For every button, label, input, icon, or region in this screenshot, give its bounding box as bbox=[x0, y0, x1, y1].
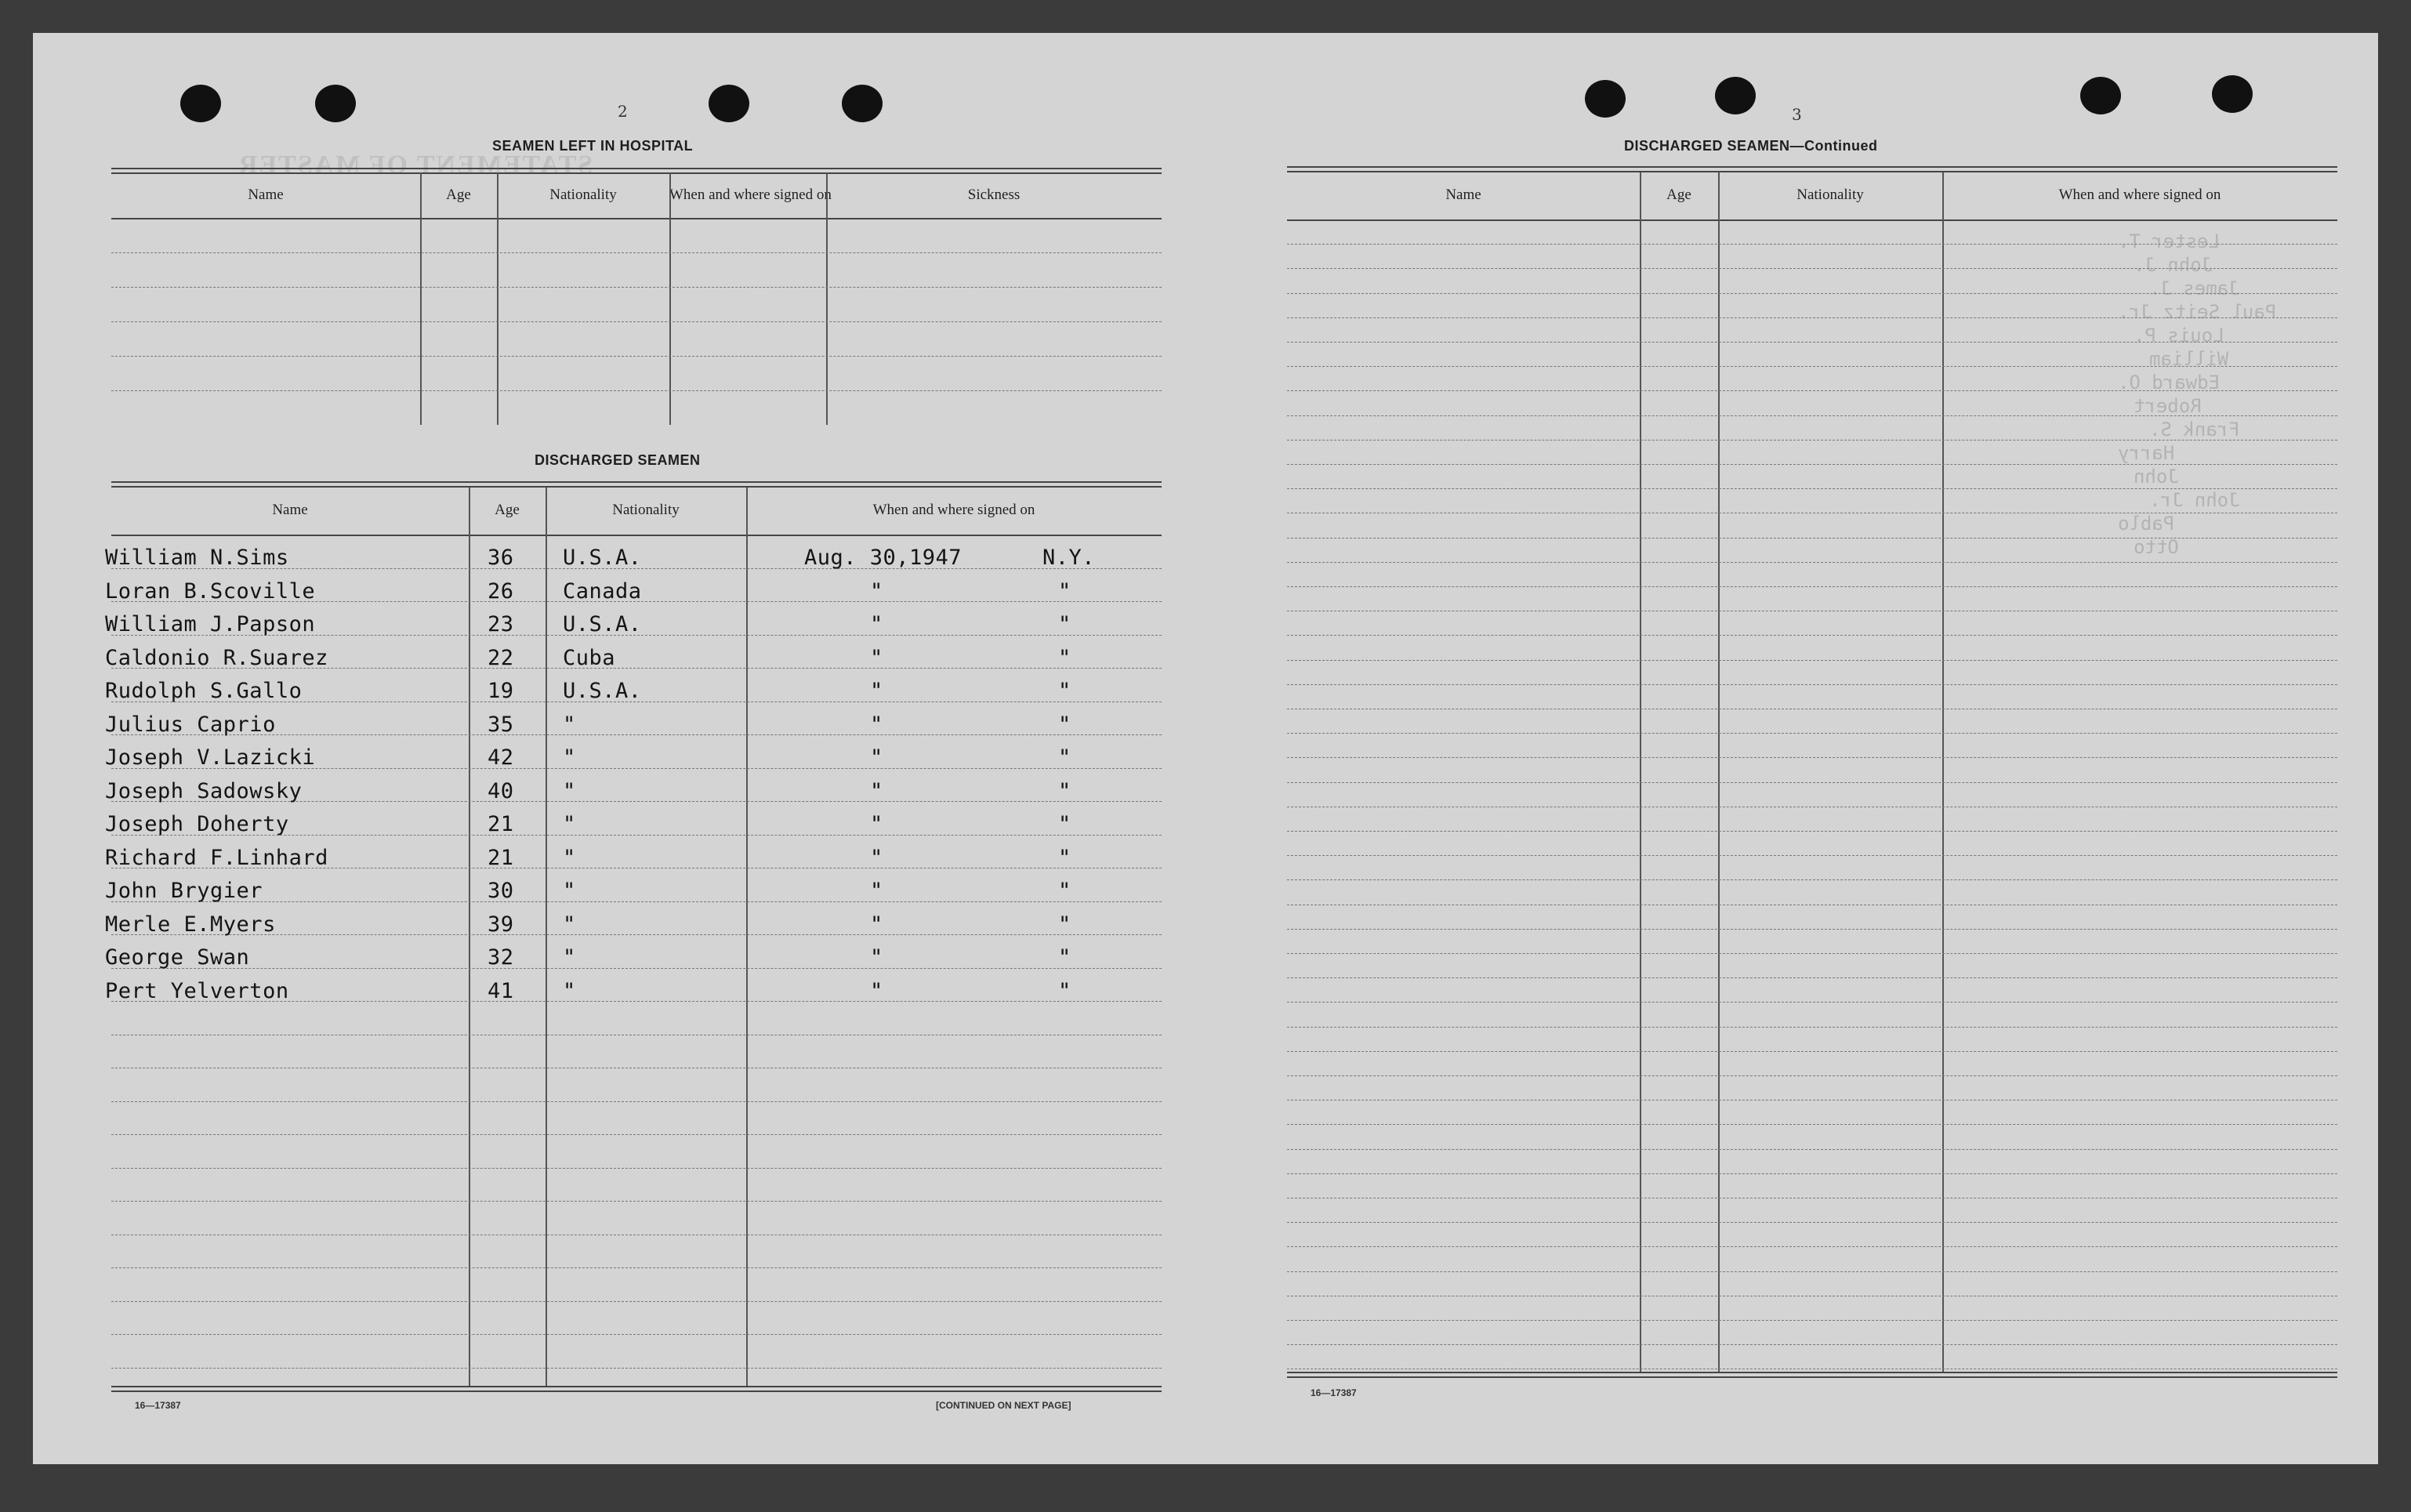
signed-on-date: " bbox=[870, 778, 883, 803]
row-rule bbox=[1287, 782, 2337, 783]
signed-on-date: " bbox=[870, 645, 883, 670]
signed-on-date: " bbox=[870, 912, 883, 937]
signed-on-date: Aug. 30,1947 bbox=[804, 546, 963, 570]
bleed-through-title: STATEMENT OF MASTER bbox=[237, 150, 593, 179]
punch-hole bbox=[2080, 77, 2121, 114]
bleed-through-line: John Jr. bbox=[2149, 489, 2240, 511]
signed-on-place: " bbox=[1058, 978, 1071, 1003]
seaman-name: Joseph Doherty bbox=[105, 812, 289, 836]
bleed-through-line: John J. bbox=[2134, 254, 2213, 276]
row-rule bbox=[1287, 1344, 2337, 1345]
column-header-nationality: Nationality bbox=[612, 502, 680, 518]
row-rule bbox=[1287, 440, 2337, 441]
punch-hole bbox=[315, 85, 356, 122]
seaman-age: 23 bbox=[488, 612, 514, 636]
punch-hole bbox=[709, 85, 749, 122]
seaman-nationality: " bbox=[563, 812, 576, 836]
bleed-through-line: Frank S. bbox=[2149, 419, 2240, 441]
continued-section-title: DISCHARGED SEAMEN—Continued bbox=[1624, 138, 1878, 154]
column-divider bbox=[497, 172, 499, 425]
column-divider bbox=[420, 172, 422, 425]
seaman-age: 39 bbox=[488, 912, 514, 937]
column-header-nationality: Nationality bbox=[549, 187, 617, 203]
seaman-name: Joseph Sadowsky bbox=[105, 778, 303, 803]
signed-on-place: " bbox=[1058, 945, 1071, 970]
seaman-age: 22 bbox=[488, 645, 514, 670]
punch-hole bbox=[1715, 77, 1756, 114]
seaman-nationality: " bbox=[563, 912, 576, 937]
row-rule bbox=[111, 1134, 1162, 1135]
row-rule bbox=[1287, 660, 2337, 661]
column-header-sickness: Sickness bbox=[967, 187, 1021, 203]
seaman-age: 42 bbox=[488, 745, 514, 770]
signed-on-date: " bbox=[870, 978, 883, 1003]
column-header-name: Name bbox=[1445, 187, 1481, 203]
column-header-when-and-where-signed-on: When and where signed on bbox=[669, 187, 832, 203]
column-header-name: Name bbox=[272, 502, 308, 518]
seaman-nationality: " bbox=[563, 845, 576, 870]
row-rule bbox=[111, 356, 1162, 357]
column-divider bbox=[469, 488, 470, 1386]
signed-on-date: " bbox=[870, 945, 883, 970]
seaman-name: William N.Sims bbox=[105, 546, 289, 570]
row-rule bbox=[1287, 586, 2337, 587]
signed-on-place: " bbox=[1058, 612, 1071, 636]
seaman-age: 21 bbox=[488, 845, 514, 870]
column-header-nationality: Nationality bbox=[1796, 187, 1864, 203]
continued-note: [CONTINUED ON NEXT PAGE] bbox=[936, 1400, 1071, 1411]
row-rule bbox=[111, 1168, 1162, 1169]
column-divider bbox=[669, 172, 671, 425]
seaman-age: 35 bbox=[488, 712, 514, 737]
seaman-name: Rudolph S.Gallo bbox=[105, 679, 303, 703]
column-header-age: Age bbox=[1666, 187, 1691, 203]
punch-hole bbox=[842, 85, 883, 122]
row-rule bbox=[1287, 390, 2337, 391]
seaman-age: 30 bbox=[488, 879, 514, 903]
seaman-nationality: Cuba bbox=[563, 645, 616, 670]
seaman-name: William J.Papson bbox=[105, 612, 316, 636]
seaman-nationality: " bbox=[563, 712, 576, 737]
row-rule bbox=[1287, 464, 2337, 465]
seaman-age: 32 bbox=[488, 945, 514, 970]
column-header-age: Age bbox=[446, 187, 471, 203]
row-rule bbox=[111, 287, 1162, 288]
row-rule bbox=[1287, 1271, 2337, 1272]
row-rule bbox=[111, 968, 1162, 969]
bleed-through-line: Pablo bbox=[2118, 513, 2175, 535]
seaman-nationality: " bbox=[563, 778, 576, 803]
bleed-through-line: Lester T. bbox=[2118, 230, 2221, 252]
signed-on-date: " bbox=[870, 812, 883, 836]
seaman-nationality: U.S.A. bbox=[563, 612, 642, 636]
signed-on-date: " bbox=[870, 712, 883, 737]
signed-on-place: " bbox=[1058, 879, 1071, 903]
punch-hole bbox=[180, 85, 221, 122]
row-rule bbox=[111, 1368, 1162, 1369]
column-divider bbox=[826, 172, 828, 425]
seaman-name: John Brygier bbox=[105, 879, 263, 903]
seaman-nationality: " bbox=[563, 745, 576, 770]
row-rule bbox=[1287, 1246, 2337, 1247]
row-rule bbox=[1287, 268, 2337, 269]
signed-on-place: " bbox=[1058, 812, 1071, 836]
bleed-through-line: Harry bbox=[2118, 442, 2175, 464]
document-sheet bbox=[33, 33, 2378, 1464]
bleed-through-line: Otto bbox=[2134, 536, 2179, 558]
punch-hole bbox=[2212, 75, 2253, 113]
page-number-right: 3 bbox=[1792, 105, 1802, 124]
row-rule bbox=[1287, 366, 2337, 367]
bleed-through-line: Robert bbox=[2134, 395, 2202, 417]
seaman-name: George Swan bbox=[105, 945, 250, 970]
row-rule bbox=[1287, 831, 2337, 832]
seaman-age: 26 bbox=[488, 578, 514, 604]
column-header-when-and-where-signed-on: When and where signed on bbox=[872, 502, 1035, 518]
row-rule bbox=[1287, 1051, 2337, 1052]
row-rule bbox=[1287, 1002, 2337, 1003]
column-divider bbox=[1942, 172, 1944, 1372]
row-rule bbox=[1287, 733, 2337, 734]
row-rule bbox=[111, 1267, 1162, 1268]
page-number-left: 2 bbox=[618, 102, 628, 121]
row-rule bbox=[1287, 1320, 2337, 1321]
row-rule bbox=[111, 1101, 1162, 1102]
signed-on-date: " bbox=[870, 745, 883, 770]
seaman-nationality: U.S.A. bbox=[563, 679, 642, 703]
discharged-section-title: DISCHARGED SEAMEN bbox=[535, 452, 701, 468]
row-rule bbox=[1287, 317, 2337, 318]
hospital-section-title: SEAMEN LEFT IN HOSPITAL bbox=[492, 138, 694, 154]
seaman-name: Joseph V.Lazicki bbox=[105, 745, 316, 770]
row-rule bbox=[1287, 1222, 2337, 1223]
row-rule bbox=[1287, 929, 2337, 930]
punch-hole bbox=[1585, 80, 1626, 118]
column-header-name: Name bbox=[248, 187, 284, 203]
row-rule bbox=[1287, 488, 2337, 489]
signed-on-date: " bbox=[870, 879, 883, 903]
row-rule bbox=[1287, 953, 2337, 954]
row-rule bbox=[1287, 635, 2337, 636]
seaman-name: Merle E.Myers bbox=[105, 912, 276, 937]
signed-on-place: " bbox=[1058, 745, 1071, 770]
seaman-nationality: Canada bbox=[563, 578, 642, 604]
signed-on-place: " bbox=[1058, 912, 1071, 937]
row-rule bbox=[1287, 1075, 2337, 1076]
row-rule bbox=[111, 901, 1162, 902]
seaman-nationality: U.S.A. bbox=[563, 546, 642, 570]
row-rule bbox=[1287, 244, 2337, 245]
seaman-name: Julius Caprio bbox=[105, 712, 276, 737]
row-rule bbox=[111, 1301, 1162, 1302]
seaman-age: 40 bbox=[488, 778, 514, 803]
column-header-age: Age bbox=[495, 502, 520, 518]
row-rule bbox=[1287, 1124, 2337, 1125]
seaman-age: 19 bbox=[488, 679, 514, 703]
bleed-through-line: Paul Seitz Jr. bbox=[2118, 301, 2277, 323]
row-rule bbox=[1287, 977, 2337, 978]
seaman-age: 36 bbox=[488, 546, 514, 570]
column-header-when-and-where-signed-on: When and where signed on bbox=[2058, 187, 2221, 203]
signed-on-place: N.Y. bbox=[1042, 546, 1096, 570]
row-rule bbox=[111, 1334, 1162, 1335]
seaman-name: Caldonio R.Suarez bbox=[105, 645, 328, 670]
column-divider bbox=[746, 488, 748, 1386]
row-rule bbox=[1287, 342, 2337, 343]
row-rule bbox=[111, 321, 1162, 322]
signed-on-date: " bbox=[870, 578, 883, 604]
seaman-name: Richard F.Linhard bbox=[105, 845, 328, 870]
row-rule bbox=[1287, 1173, 2337, 1174]
row-rule bbox=[111, 1201, 1162, 1202]
row-rule bbox=[1287, 1027, 2337, 1028]
signed-on-place: " bbox=[1058, 712, 1071, 737]
row-rule bbox=[1287, 562, 2337, 563]
row-rule bbox=[1287, 415, 2337, 416]
bleed-through-line: John bbox=[2134, 466, 2179, 488]
column-divider bbox=[546, 488, 547, 1386]
signed-on-date: " bbox=[870, 679, 883, 703]
row-rule bbox=[1287, 293, 2337, 294]
seaman-nationality: " bbox=[563, 945, 576, 970]
bleed-through-line: James J. bbox=[2149, 277, 2240, 299]
row-rule bbox=[111, 390, 1162, 391]
form-number-left: 16—17387 bbox=[135, 1400, 181, 1411]
bleed-through-line: William bbox=[2149, 348, 2229, 370]
row-rule bbox=[1287, 684, 2337, 685]
seaman-age: 21 bbox=[488, 812, 514, 836]
seaman-name: Pert Yelverton bbox=[105, 978, 289, 1003]
column-divider bbox=[1640, 172, 1641, 1372]
signed-on-place: " bbox=[1058, 845, 1071, 870]
signed-on-place: " bbox=[1058, 645, 1071, 670]
seaman-name: Loran B.Scoville bbox=[105, 578, 316, 604]
seaman-nationality: " bbox=[563, 978, 576, 1003]
signed-on-date: " bbox=[870, 845, 883, 870]
column-divider bbox=[1718, 172, 1720, 1372]
form-number-right: 16—17387 bbox=[1311, 1387, 1357, 1398]
row-rule bbox=[1287, 1149, 2337, 1150]
signed-on-place: " bbox=[1058, 578, 1071, 604]
seaman-age: 41 bbox=[488, 978, 514, 1003]
signed-on-date: " bbox=[870, 612, 883, 636]
row-rule bbox=[1287, 757, 2337, 758]
row-rule bbox=[111, 252, 1162, 253]
row-rule bbox=[1287, 855, 2337, 856]
row-rule bbox=[1287, 879, 2337, 880]
signed-on-place: " bbox=[1058, 778, 1071, 803]
bleed-through-line: Edward O. bbox=[2118, 372, 2221, 393]
bleed-through-line: Louis P. bbox=[2134, 325, 2224, 346]
seaman-nationality: " bbox=[563, 879, 576, 903]
signed-on-place: " bbox=[1058, 679, 1071, 703]
